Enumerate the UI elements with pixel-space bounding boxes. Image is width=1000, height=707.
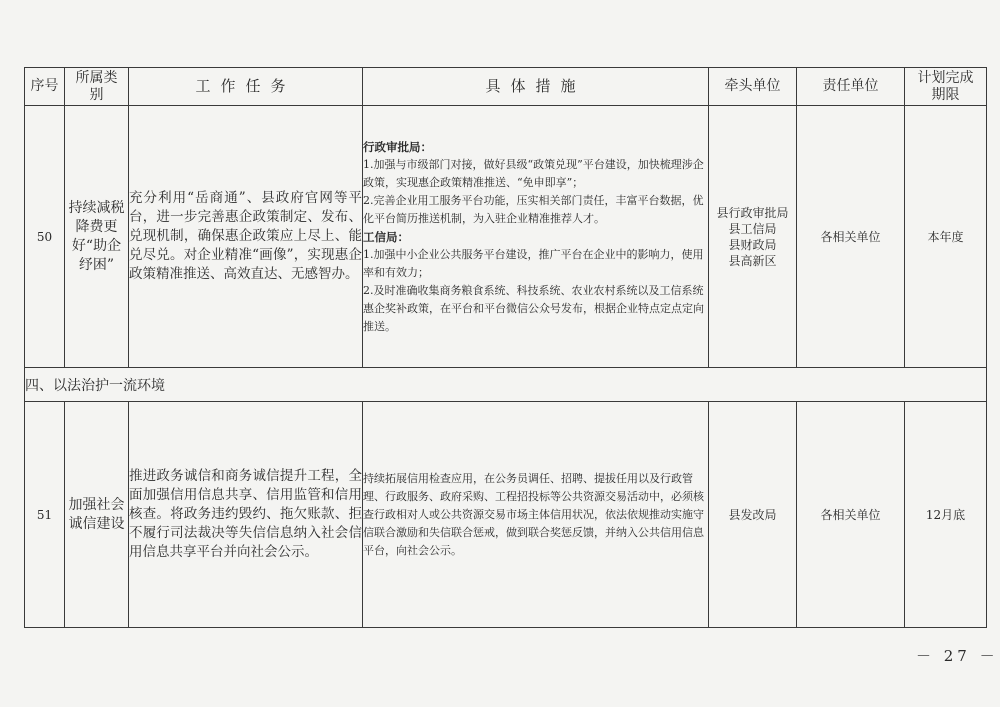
row-measures — [363, 106, 709, 368]
header-deadline: 计划完成期限 — [905, 68, 987, 106]
measure-item: 1.加强与市级部门对接，做好县级“政策兑现”平台建设，加快梳理涉企政策，实现惠企政策精准推送、“免申即享”； — [363, 157, 704, 189]
header-seq: 序号 — [25, 68, 65, 106]
header-row — [25, 68, 987, 106]
page-number: － 27 － — [916, 647, 999, 665]
row-task: 充分利用“岳商通”、县政府官网等平台，进一步完善惠企政策制定、发布、兑现机制，确保惠企政策应上尽上、能兑尽兑。对企业精准“画像”，实现惠企政策精准推送、高效直达、无感智办。 — [129, 106, 363, 368]
row-responsible: 各相关单位 — [797, 106, 905, 368]
table-row — [25, 402, 987, 628]
row-category: 持续减税降费更好“助企纾困” — [65, 106, 129, 368]
measure-item: 2.完善企业用工服务平台功能，压实相关部门责任，丰富平台数据，优化平台简历推送机制，为入驻企业精准推荐人才。 — [363, 193, 704, 225]
row-lead: 县发改局 — [709, 402, 797, 628]
row-responsible: 各相关单位 — [797, 402, 905, 628]
task-table — [24, 67, 987, 628]
header-task: 工作任务 — [129, 68, 363, 106]
header-measures: 具体措施 — [363, 68, 709, 106]
measure-dept: 工信局： — [363, 229, 409, 244]
header-lead: 牵头单位 — [709, 68, 797, 106]
lead-unit: 县财政局 — [728, 237, 777, 252]
measure-item: 2.及时准确收集商务粮食系统、科技系统、农业农村系统以及工信系统惠企奖补政策，在平台和平台微信公众号发布，根据企业特点定点定向推送。 — [363, 283, 704, 333]
table-row — [25, 106, 987, 368]
row-seq: 50 — [25, 106, 65, 368]
row-deadline: 12月底 — [905, 402, 987, 628]
section-title: 四、以法治护一流环境 — [25, 368, 987, 402]
measure-item: 1.加强中小企业公共服务平台建设，推广平台在企业中的影响力，使用率和有效力； — [363, 247, 704, 279]
row-seq: 51 — [25, 402, 65, 628]
measure-dept: 行政审批局： — [363, 139, 432, 154]
row-measures: 持续拓展信用检查应用，在公务员调任、招聘、提拔任用以及行政管理、行政服务、政府采购、工程招投标等公共资源交易活动中，必须核查行政相对人或公共资源交易市场主体信用状况，依法依规推动实施守信联合激励和失信联合惩戒，做到联合奖惩反馈，并纳入公共信用信息平台，向社会公示。 — [363, 402, 709, 628]
section-row — [25, 368, 987, 402]
lead-unit: 县行政审批局 — [716, 205, 789, 220]
row-task: 推进政务诚信和商务诚信提升工程，全面加强信用信息共享、信用监管和信用核查。将政务违约毁约、拖欠账款、拒不履行司法裁决等失信信息纳入社会信用信息共享平台并向社会公示。 — [129, 402, 363, 628]
row-lead — [709, 106, 797, 368]
lead-unit: 县高新区 — [728, 253, 777, 268]
header-category: 所属类别 — [65, 68, 129, 106]
row-category: 加强社会诚信建设 — [65, 402, 129, 628]
lead-unit: 县工信局 — [728, 221, 777, 236]
row-deadline: 本年度 — [905, 106, 987, 368]
header-responsible: 责任单位 — [797, 68, 905, 106]
